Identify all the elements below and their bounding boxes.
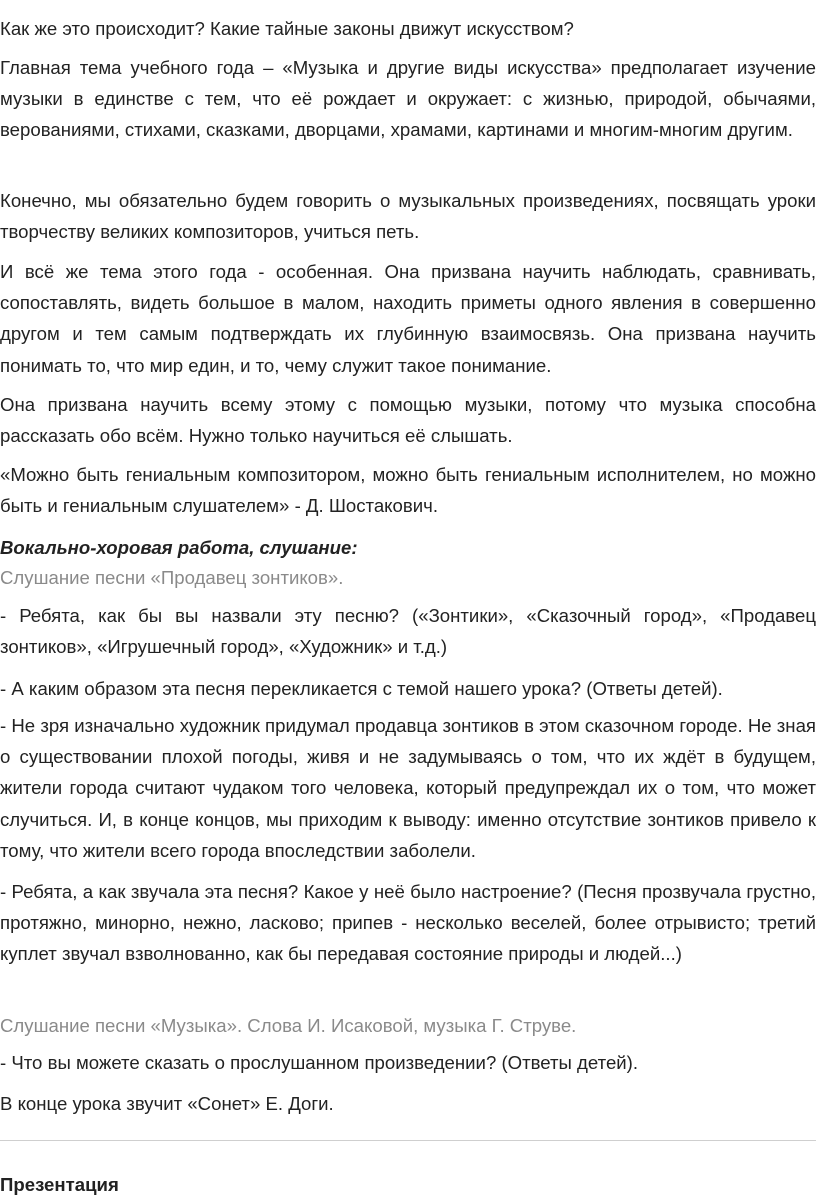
paragraph-composers: Конечно, мы обязательно будем говорить о музыкальных произведениях, посвящать уроки творчеству великих композиторов, учиться петь. xyxy=(0,190,816,243)
dialogue-line-4: - Ребята, а как звучала эта песня? Какое у неё было настроение? (Песня прозвучала грустно, протяжно, минорно, нежно, ласково; припев - несколько веселей, более отрывисто; третий куплет звучал взволнованно, как бы передавая состояние природы и людей...) xyxy=(0,881,816,965)
listening-title-umbrellas: Слушание песни «Продавец зонтиков». xyxy=(0,567,344,588)
paragraph-intro-question: Как же это происходит? Какие тайные законы движут искусством? xyxy=(0,18,574,39)
section-heading: Вокально-хоровая работа, слушание: xyxy=(0,537,358,558)
lesson-ending-note: В конце урока звучит «Сонет» Е. Доги. xyxy=(0,1093,334,1114)
dialogue-line-5: - Что вы можете сказать о прослушанном произведении? (Ответы детей). xyxy=(0,1052,639,1073)
presentation-heading: Презентация xyxy=(0,1174,119,1195)
dialogue-line-3: - Не зря изначально художник придумал продавца зонтиков в этом сказочном городе. Не зная о существовании плохой погоды, живя и не задумываясь о том, что их ждёт в будущем, жители города считают чудаком того человека, который предупреждал их о том, что может случиться. И, в конце концов, мы приходим к выводу: именно отсутствие зонтиков привело к тому, что жители всего города впоследствии заболели. xyxy=(0,715,816,861)
paragraph-shostakovich-quote: «Можно быть гениальным композитором, можно быть гениальным исполнителем, но можно быть и гениальным слушателем» - Д. Шостакович. xyxy=(0,464,816,517)
section-divider xyxy=(0,1140,816,1141)
paragraph-main-theme: Главная тема учебного года – «Музыка и другие виды искусства» предполагает изучение музыки в единстве с тем, что её рождает и окружает: с жизнью, природой, обычаями, верованиями, стихами, сказками, дворцами, храмами, картинами и многим-многим другим. xyxy=(0,57,816,141)
paragraph-music-power: Она призвана научить всему этому с помощью музыки, потому что музыка способна рассказать обо всём. Нужно только научиться её слышать. xyxy=(0,394,816,447)
dialogue-line-2: - А каким образом эта песня перекликается с темой нашего урока? (Ответы детей). xyxy=(0,678,723,699)
dialogue-line-1: - Ребята, как бы вы назвали эту песню? («Зонтики», «Сказочный город», «Продавец зонтиков», «Игрушечный город», «Художник» и т.д.) xyxy=(0,605,816,658)
listening-title-music: Слушание песни «Музыка». Слова И. Исаковой, музыка Г. Струве. xyxy=(0,1015,577,1036)
paragraph-special-theme: И всё же тема этого года - особенная. Она призвана научить наблюдать, сравнивать, сопоставлять, видеть большое в малом, находить приметы одного явления в совершенно другом и тем самым подтверждать их глубинную взаимосвязь. Она призвана научить понимать то, что мир един, и то, чему служит такое понимание. xyxy=(0,261,816,376)
